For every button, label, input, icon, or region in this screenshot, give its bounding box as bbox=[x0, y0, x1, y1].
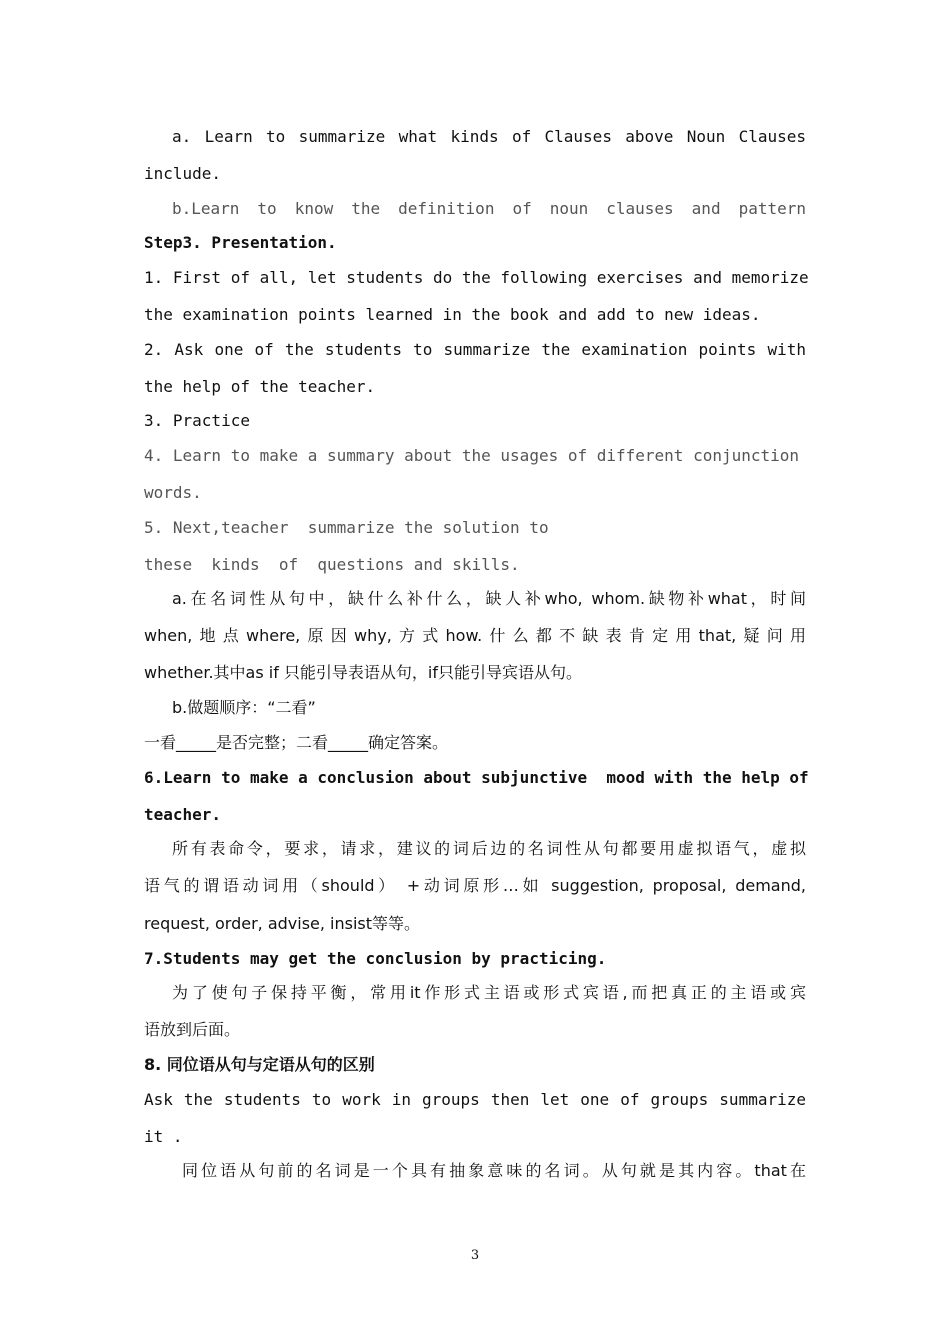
page-number: 3 bbox=[470, 1248, 480, 1263]
text-line: 语气的谓语动词用（should） +动词原形…如 suggestion, proposal, demand, bbox=[144, 876, 806, 895]
text-line: a.在名词性从句中，缺什么补什么，缺人补who, whom.缺物补what，时间 bbox=[172, 589, 806, 608]
text-line: whether.其中as if 只能引导表语从句，if只能引导宾语从句。 bbox=[144, 663, 582, 682]
section-heading: 8. 同位语从句与定语从句的区别 bbox=[144, 1055, 375, 1074]
text-line: when,地点where,原因why,方式how.什么都不缺表肯定用that,疑问用 bbox=[144, 626, 806, 645]
text-line: b.做题顺序：“二看” bbox=[172, 698, 316, 717]
text-line: 同位语从句前的名词是一个具有抽象意味的名词。从句就是其内容。that在 bbox=[182, 1161, 806, 1180]
text-line: 5. Next,teacher summarize the solution to bbox=[144, 518, 549, 537]
text-line: 语放到后面。 bbox=[144, 1020, 241, 1039]
text-line: the help of the teacher. bbox=[144, 377, 376, 396]
section-heading: Step3. Presentation. bbox=[144, 233, 337, 252]
text-line: 3. Practice bbox=[144, 411, 250, 430]
text-line: b.Learn to know the definition of noun clauses and pattern bbox=[172, 199, 806, 218]
text-line: a. Learn to summarize what kinds of Clauses above Noun Clauses bbox=[172, 127, 806, 146]
text-line: 为了使句子保持平衡，常用it作形式主语或形式宾语,而把真正的主语或宾 bbox=[172, 983, 806, 1002]
text-line: words. bbox=[144, 483, 202, 502]
text-line: these kinds of questions and skills. bbox=[144, 555, 520, 574]
section-heading: 6.Learn to make a conclusion about subjunctive mood with the help of bbox=[144, 768, 809, 787]
text-line: 一看_____是否完整；二看_____确定答案。 bbox=[144, 733, 449, 752]
text-line: 1. First of all, let students do the following exercises and memorize bbox=[144, 268, 809, 287]
text-line: it . bbox=[144, 1127, 183, 1146]
text-line: include. bbox=[144, 164, 222, 183]
text-line: the examination points learned in the book and add to new ideas. bbox=[144, 305, 761, 324]
section-heading: 7.Students may get the conclusion by practicing. bbox=[144, 949, 607, 968]
text-line: request, order, advise, insist等等。 bbox=[144, 914, 421, 933]
text-line: 2. Ask one of the students to summarize the examination points with bbox=[144, 340, 806, 359]
section-heading: teacher. bbox=[144, 805, 222, 824]
text-line: 所有表命令，要求，请求，建议的词后边的名词性从句都要用虚拟语气，虚拟 bbox=[172, 839, 806, 858]
text-line: Ask the students to work in groups then let one of groups summarize bbox=[144, 1090, 806, 1109]
text-line: 4. Learn to make a summary about the usages of different conjunction bbox=[144, 446, 800, 465]
